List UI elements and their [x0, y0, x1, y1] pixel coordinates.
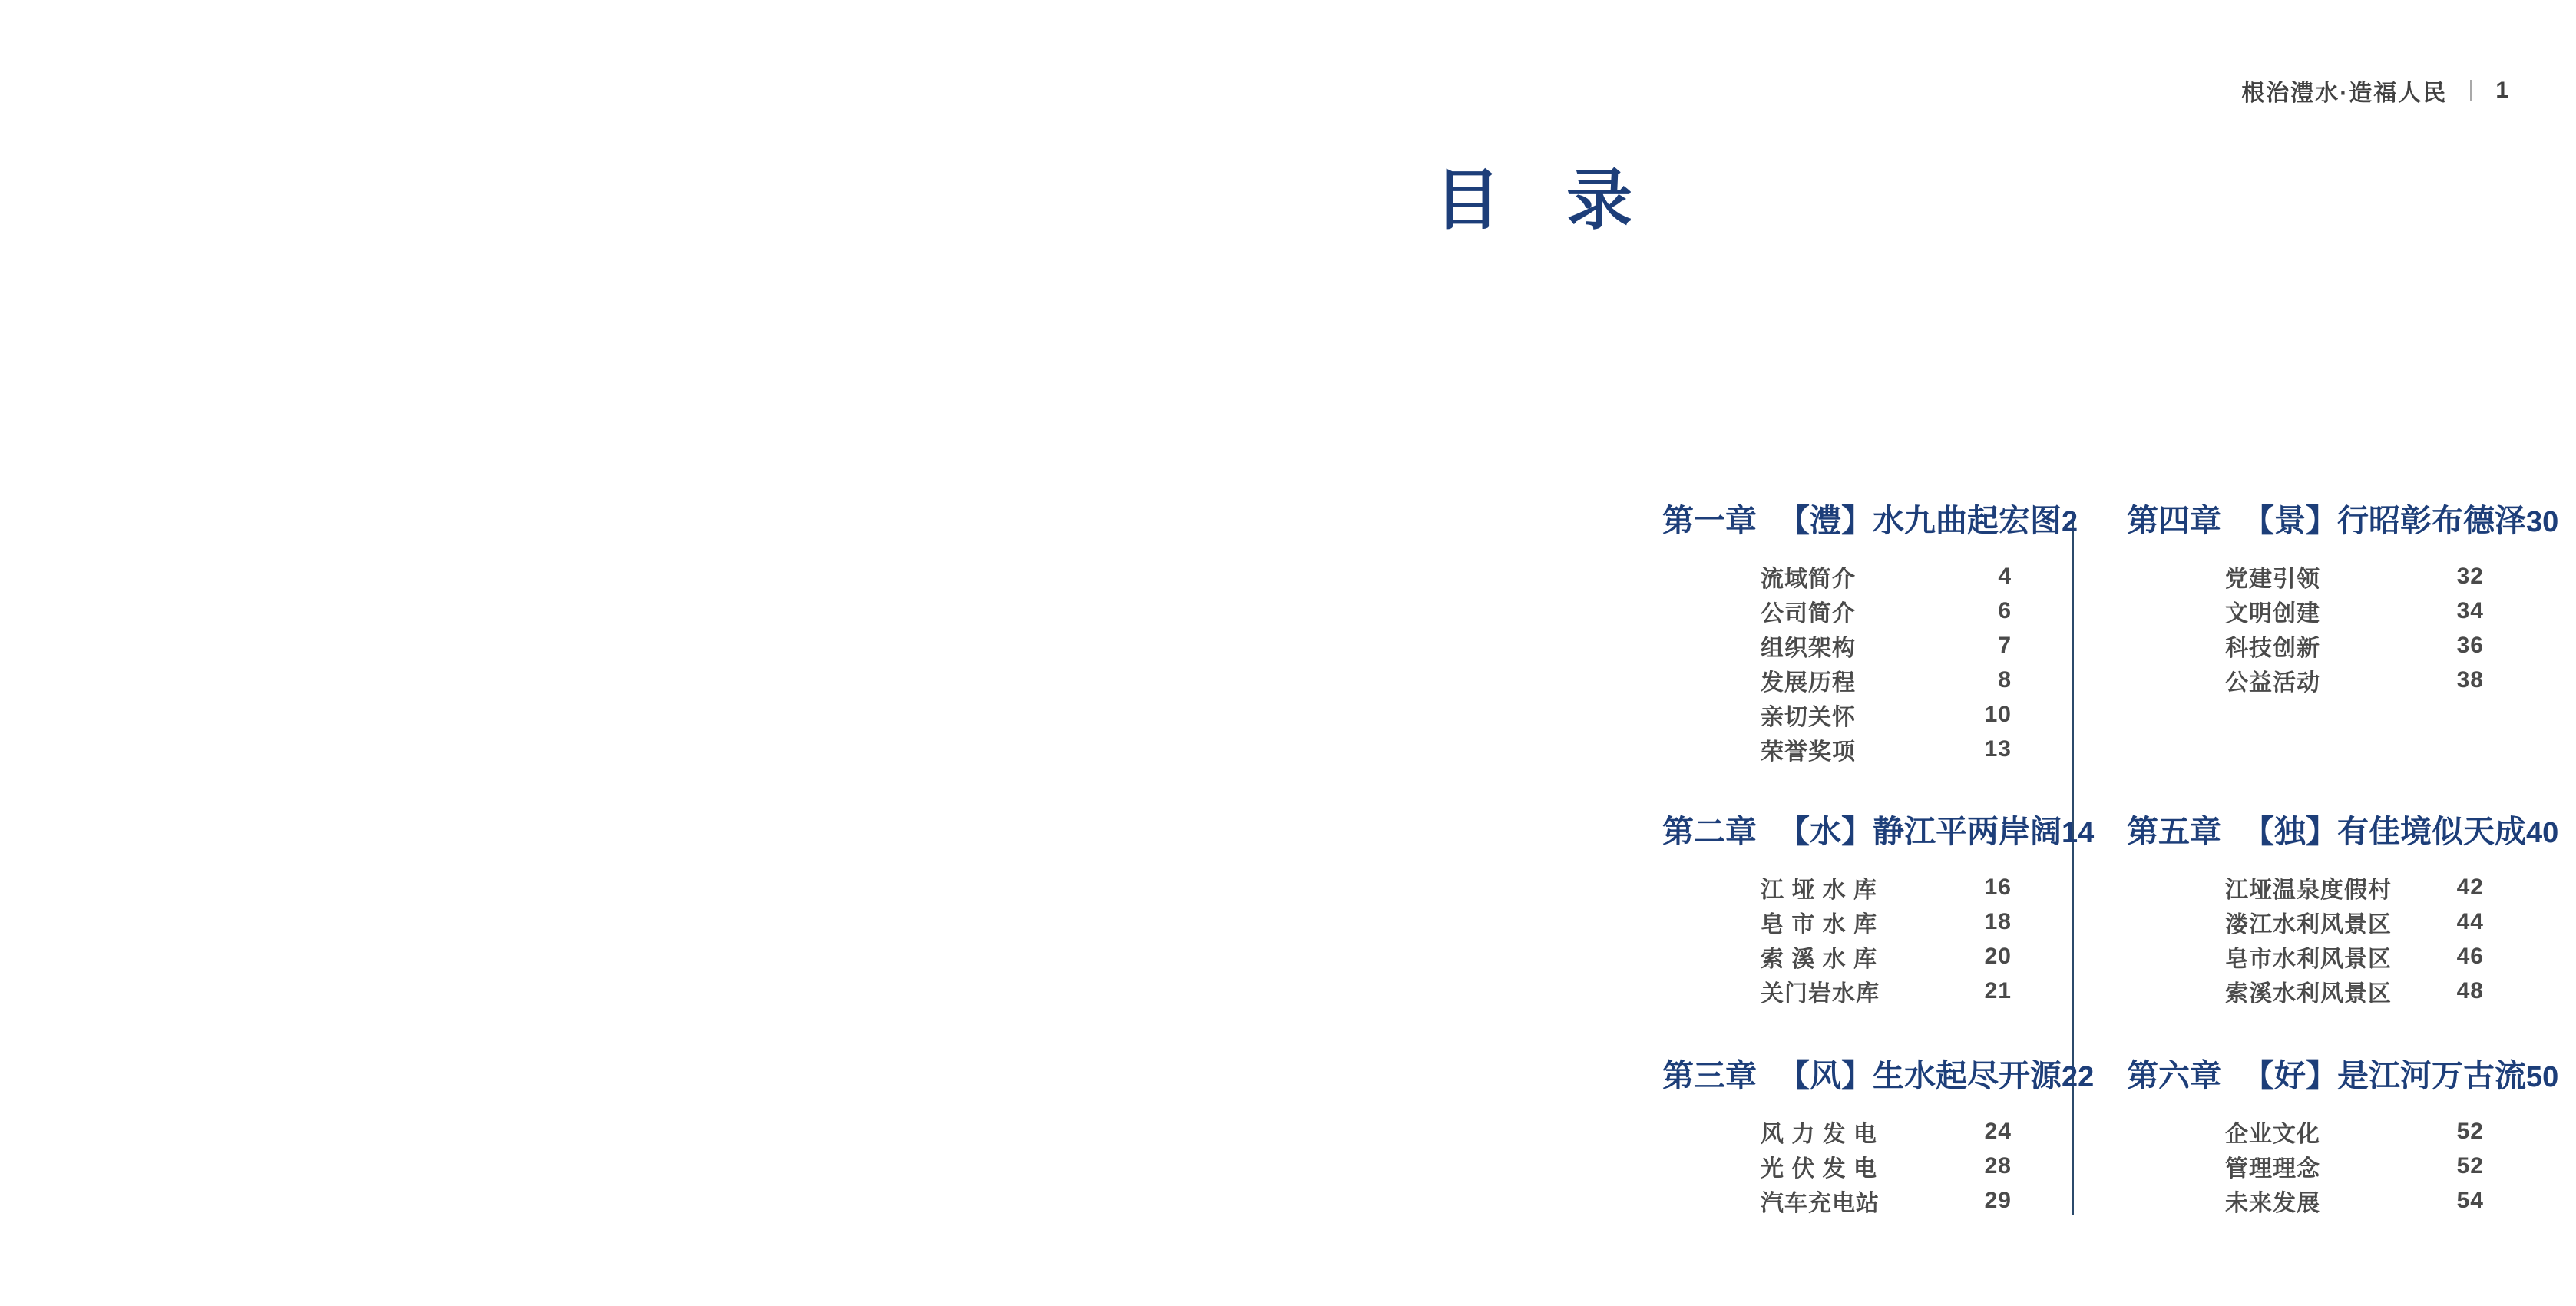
toc-item[interactable]	[1662, 905, 2012, 940]
toc-item-page: 32	[2456, 564, 2484, 590]
chapter-items	[2127, 560, 2484, 698]
chapter-page-number: 30	[2526, 506, 2559, 538]
toc-item-page: 42	[2456, 875, 2484, 901]
chapter-title: 【风】生水起尽开源	[1778, 1058, 2062, 1093]
toc-item-page: 29	[1984, 1188, 2012, 1214]
toc-item-label: 关门岩水库	[1761, 981, 1880, 1007]
toc-item-label: 江垭温泉度假村	[2225, 878, 2392, 904]
chapter-items	[2127, 871, 2484, 1009]
toc-item-page: 16	[1984, 875, 2012, 901]
toc-item-page: 13	[1984, 736, 2012, 762]
toc-item-label: 公司简介	[1761, 601, 1856, 627]
chapter-title: 【景】行昭彰布德泽	[2243, 503, 2526, 538]
chapter-title: 【独】有佳境似天成	[2243, 814, 2526, 849]
toc-item-label: 风 力 发 电	[1761, 1122, 1878, 1148]
chapter-items	[2127, 1115, 2484, 1218]
chapter-number: 第一章	[1662, 503, 1757, 538]
toc-item[interactable]	[1662, 663, 2012, 698]
toc-item-label: 索 溪 水 库	[1761, 947, 1878, 973]
toc-item-label: 发展历程	[1761, 670, 1856, 696]
chapter-number: 第六章	[2127, 1058, 2221, 1093]
chapter-page-number: 22	[2062, 1061, 2095, 1093]
chapter-items	[1662, 871, 2012, 1009]
chapter-number: 第五章	[2127, 814, 2221, 849]
toc-item-label: 流域简介	[1761, 567, 1856, 593]
toc-chapter-5	[2127, 814, 2559, 1009]
chapter-page-number: 2	[2062, 506, 2078, 538]
toc-item-page: 6	[1998, 598, 2012, 624]
toc-item-page: 7	[1998, 633, 2012, 659]
toc-item-label: 科技创新	[2225, 636, 2320, 662]
toc-item[interactable]	[2127, 940, 2484, 974]
toc-item[interactable]	[2127, 974, 2484, 1009]
toc-item[interactable]	[2127, 663, 2484, 698]
toc-item-page: 34	[2456, 598, 2484, 624]
toc-item-page: 36	[2456, 633, 2484, 659]
toc-item[interactable]	[2127, 1184, 2484, 1218]
header-page-number: 1	[2495, 78, 2510, 103]
toc-item-label: 公益活动	[2225, 670, 2320, 696]
toc-chapter-1	[1662, 503, 2078, 767]
header-slogan: 根治澧水·造福人民	[2241, 81, 2448, 106]
chapter-number: 第三章	[1662, 1058, 1757, 1093]
toc-item-label: 光 伏 发 电	[1761, 1156, 1878, 1182]
toc-item-label: 皂 市 水 库	[1761, 912, 1878, 938]
chapter-heading[interactable]	[2127, 814, 2559, 851]
toc-item[interactable]	[2127, 594, 2484, 629]
chapter-title: 【好】是江河万古流	[2243, 1058, 2526, 1093]
toc-item-label: 索溪水利风景区	[2225, 981, 2392, 1007]
header-separator-bar	[2470, 80, 2472, 101]
toc-chapter-2	[1662, 814, 2095, 1009]
toc-item[interactable]	[1662, 732, 2012, 767]
toc-item-label: 管理理念	[2225, 1156, 2320, 1182]
toc-item-label: 汽车充电站	[1761, 1191, 1880, 1217]
toc-item-page: 38	[2456, 667, 2484, 693]
toc-item[interactable]	[1662, 560, 2012, 594]
toc-item-label: 党建引领	[2225, 567, 2320, 593]
toc-item-page: 48	[2456, 978, 2484, 1004]
toc-item-label: 企业文化	[2225, 1122, 2320, 1148]
toc-item-label: 组织架构	[1761, 636, 1856, 662]
chapter-title: 【澧】水九曲起宏图	[1778, 503, 2062, 538]
chapter-number: 第二章	[1662, 814, 1757, 849]
toc-item-page: 46	[2456, 944, 2484, 970]
toc-item-label: 溇江水利风景区	[2225, 912, 2392, 938]
toc-item-page: 4	[1998, 564, 2012, 590]
toc-item-page: 24	[1984, 1119, 2012, 1145]
toc-item[interactable]	[2127, 1149, 2484, 1184]
chapter-heading[interactable]	[2127, 1058, 2559, 1095]
toc-item-page: 52	[2456, 1119, 2484, 1145]
toc-item[interactable]	[1662, 1149, 2012, 1184]
chapter-heading[interactable]	[1662, 503, 2078, 540]
toc-item[interactable]	[1662, 940, 2012, 974]
toc-chapter-6	[2127, 1058, 2559, 1218]
chapter-page-number: 40	[2526, 817, 2559, 849]
toc-item-page: 10	[1984, 702, 2012, 728]
toc-item[interactable]	[1662, 974, 2012, 1009]
chapter-items	[1662, 560, 2012, 767]
toc-item[interactable]	[1662, 871, 2012, 905]
toc-item[interactable]	[2127, 905, 2484, 940]
toc-item-page: 21	[1984, 978, 2012, 1004]
toc-item-page: 20	[1984, 944, 2012, 970]
toc-item-page: 54	[2456, 1188, 2484, 1214]
toc-item-page: 8	[1998, 667, 2012, 693]
chapter-heading[interactable]	[2127, 503, 2559, 540]
toc-item-label: 江 垭 水 库	[1761, 878, 1878, 904]
toc-item[interactable]	[1662, 629, 2012, 663]
toc-item-page: 44	[2456, 909, 2484, 935]
toc-chapter-3	[1662, 1058, 2095, 1218]
toc-item[interactable]	[2127, 871, 2484, 905]
chapter-page-number: 50	[2526, 1061, 2559, 1093]
toc-item-label: 皂市水利风景区	[2225, 947, 2392, 973]
toc-item-label: 未来发展	[2225, 1191, 2320, 1217]
toc-item-label: 亲切关怀	[1761, 705, 1856, 731]
chapter-items	[1662, 1115, 2012, 1218]
chapter-heading[interactable]	[1662, 814, 2095, 851]
chapter-number: 第四章	[2127, 503, 2221, 538]
toc-item[interactable]	[1662, 698, 2012, 732]
toc-item[interactable]	[2127, 560, 2484, 594]
toc-item-page: 52	[2456, 1153, 2484, 1179]
toc-chapter-4	[2127, 503, 2559, 698]
column-divider	[2072, 517, 2074, 1215]
toc-item[interactable]	[2127, 1115, 2484, 1149]
toc-item[interactable]	[1662, 1115, 2012, 1149]
chapter-heading[interactable]	[1662, 1058, 2095, 1095]
toc-item[interactable]	[1662, 594, 2012, 629]
toc-item-label: 文明创建	[2225, 601, 2320, 627]
toc-item-page: 28	[1984, 1153, 2012, 1179]
toc-item[interactable]	[2127, 629, 2484, 663]
chapter-title: 【水】静江平两岸阔	[1778, 814, 2062, 849]
toc-item[interactable]	[1662, 1184, 2012, 1218]
page-title: 目 录	[1434, 164, 1632, 237]
toc-item-label: 荣誉奖项	[1761, 739, 1856, 765]
toc-item-page: 18	[1984, 909, 2012, 935]
page-header	[2241, 74, 2510, 107]
chapter-page-number: 14	[2062, 817, 2095, 849]
